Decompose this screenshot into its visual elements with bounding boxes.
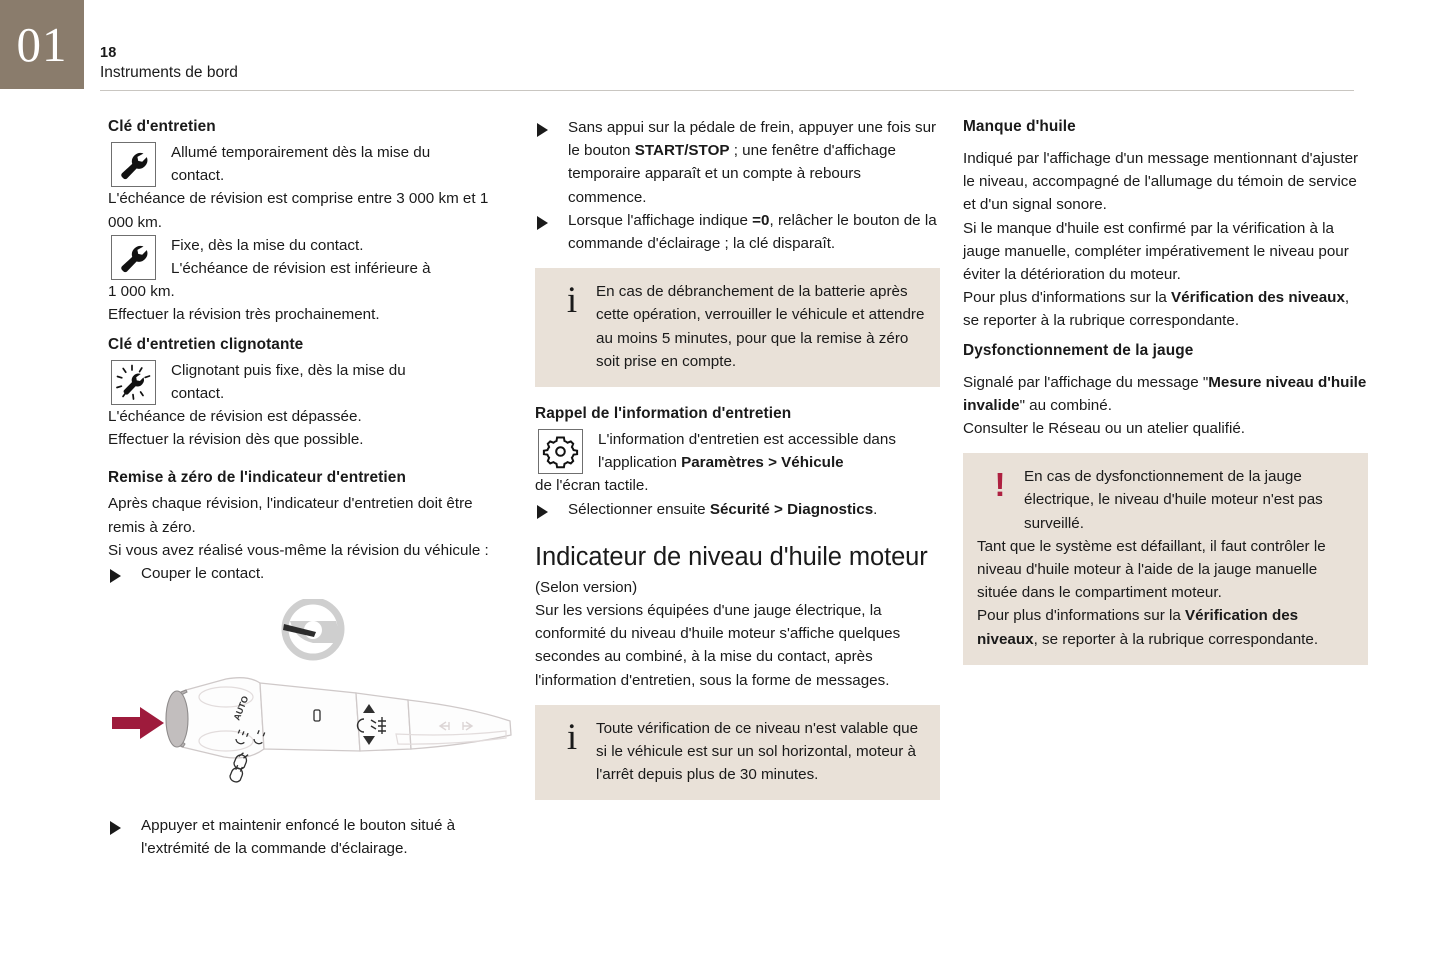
- header-divider: [100, 90, 1354, 91]
- heading-cle-entretien: Clé d'entretien: [108, 118, 216, 135]
- wrench-fixed-text-line1: Fixe, dès la mise du contact.: [171, 236, 364, 254]
- wrench-steady-row: [108, 141, 513, 187]
- heading-rappel-information: Rappel de l'information d'entretien: [535, 405, 792, 423]
- heading-manque-huile: Manque d'huile: [963, 118, 1076, 135]
- start-stop-label: START/STOP: [634, 142, 730, 160]
- pour-plus-part1: Pour plus d'informations sur la: [963, 289, 1172, 307]
- info-notice-battery: [535, 268, 940, 387]
- diagnostics-path-label: Sécurité > Diagnostics: [709, 500, 874, 518]
- bullet-appuyer-maintenir: [108, 814, 513, 860]
- pour-plus-part2: , se reporter à la rubrique correspondante.: [963, 289, 1350, 330]
- press-arrow-icon: [112, 707, 164, 739]
- info-icon: i: [566, 716, 578, 758]
- info-icon: i: [566, 280, 578, 322]
- lighting-stalk-illustration: [108, 599, 513, 814]
- warning-notice-text-3: [977, 604, 1354, 650]
- wrench-icon: [111, 235, 156, 280]
- page-number: 18: [100, 45, 117, 61]
- bullet-selectionner-ensuite: [535, 498, 940, 521]
- info-notice-verification: [535, 705, 940, 801]
- warning-notice-jauge: [963, 453, 1368, 665]
- paragraph-signale-par: [963, 371, 1368, 417]
- heading-remise-a-zero: Remise à zéro de l'indicateur d'entretien: [108, 469, 406, 487]
- bullet-sans-appui-part1: Sans appui sur la pédale de frein, appuyer une fois sur le bouton: [568, 119, 937, 160]
- verification-niveaux-label: Vérification des niveaux: [1171, 289, 1345, 307]
- triangle-bullet-icon: [110, 821, 121, 835]
- bullet-couper-contact-label: Couper le contact.: [141, 565, 265, 583]
- column-middle: [535, 116, 940, 800]
- bullet-selectionner-part1: Sélectionner ensuite: [568, 500, 710, 518]
- triangle-bullet-icon: [537, 123, 548, 137]
- page-header: [100, 44, 238, 83]
- paragraph-apres-revision: Après chaque révision, l'indicateur d'entretien doit être remis à zéro.: [108, 495, 473, 536]
- bullet-sans-appui-part2: ; une fenêtre d'affichage temporaire apparaît et un compte à rebours commence.: [568, 142, 896, 206]
- settings-gear-text: [598, 428, 940, 474]
- warning-notice-text-1: En cas de dysfonctionnement de la jauge électrique, le niveau d'huile moteur n'est pas surveillé.: [1024, 468, 1323, 532]
- triangle-bullet-icon: [110, 569, 121, 583]
- info-notice-verification-text: Toute vérification de ce niveau n'est valable que si le véhicule est sur un sol horizontal, moteur à l'arrêt depuis plus de 30 minutes.: [596, 719, 919, 784]
- paragraph-indique-par: Indiqué par l'affichage d'un message mentionnant d'ajuster le niveau, accompagné de l'allumage du témoin de service et d'un signal sonore.: [963, 150, 1359, 214]
- signale-part1: Signalé par l'affichage du message ": [963, 373, 1209, 391]
- info-notice-battery-text: En cas de débranchement de la batterie après cette opération, verrouiller le véhicule et attendre au moins 5 minutes, pour que la remise à zéro soit prise en compte.: [596, 283, 925, 370]
- paragraph-sur-les-versions: Sur les versions équipées d'une jauge électrique, la conformité du niveau d'huile moteur s'affiche quelques secondes au combiné, à la mise du contact, après l'information d'entretien, sous la forme de messages.: [535, 602, 901, 689]
- bullet-sans-appui: [535, 116, 940, 209]
- wrench-flashing-text-line1: Clignotant puis fixe, dès la mise du: [171, 361, 406, 379]
- settings-gear-row: [535, 428, 940, 474]
- paragraph-si-vous-avez: Si vous avez réalisé vous-même la révision du véhicule :: [108, 541, 489, 559]
- paragraph-effectuer-1: Effectuer la révision très prochainement.: [108, 306, 380, 324]
- wrench-flashing-row: [108, 359, 513, 405]
- settings-path-label: Paramètres > Véhicule: [681, 454, 844, 472]
- paragraph-consulter-reseau: Consulter le Réseau ou un atelier qualifié.: [963, 420, 1245, 438]
- flashing-wrench-icon: [111, 360, 156, 405]
- paragraph-si-le-manque: Si le manque d'huile est confirmé par la vérification à la jauge manuelle, compléter impérativement le niveau pour éviter la détérioration du moteur.: [963, 219, 1349, 284]
- steering-wheel-graphic: [283, 601, 341, 657]
- wrench-fixed-row: [108, 234, 513, 280]
- wrench-flashing-text-line2: contact.: [171, 384, 225, 402]
- section-title: Instruments de bord: [100, 64, 238, 81]
- paragraph-ecran-tactile: de l'écran tactile.: [535, 477, 649, 495]
- heading-cle-clignotante: Clé d'entretien clignotante: [108, 335, 304, 353]
- heading-indicateur-niveau-huile: Indicateur de niveau d'huile moteur: [535, 542, 928, 571]
- wrench-icon: [111, 142, 156, 187]
- triangle-bullet-icon: [537, 216, 548, 230]
- bullet-lorsque-affichage: [535, 209, 940, 255]
- bullet-appuyer-maintenir-label: Appuyer et maintenir enfoncé le bouton situé à l'extrémité de la commande d'éclairage.: [141, 817, 456, 858]
- wrench-fixed-text-line2: L'échéance de révision est inférieure à: [171, 260, 431, 278]
- bullet-lorsque-part1: Lorsque l'affichage indique: [568, 211, 753, 229]
- warning-pour-plus-part1: Pour plus d'informations sur la: [977, 607, 1186, 625]
- stalk-graphic: [168, 678, 511, 758]
- stalk-end-button: [166, 691, 188, 747]
- wrench-steady-text-line1: Allumé temporairement dès la mise du: [171, 144, 431, 161]
- gear-icon: [538, 429, 583, 474]
- paragraph-echeance-2: 1 000 km.: [108, 283, 175, 301]
- bullet-lorsque-part2: , relâcher le bouton de la commande d'éclairage ; la clé disparaît.: [568, 211, 937, 253]
- warning-notice-text-2: Tant que le système est défaillant, il faut contrôler le niveau d'huile moteur à l'aide de la jauge manuelle située dans le compartiment moteur.: [977, 537, 1326, 602]
- column-left: [108, 116, 513, 861]
- paragraph-effectuer-2: Effectuer la révision dès que possible.: [108, 431, 364, 449]
- signale-part2: " au combiné.: [1019, 396, 1112, 414]
- warning-icon: !: [994, 466, 1006, 504]
- paragraph-selon-version: (Selon version): [535, 578, 638, 596]
- warning-pour-plus-part2: , se reporter à la rubrique correspondante.: [1033, 630, 1319, 648]
- wrench-steady-text-line2: contact.: [171, 167, 225, 185]
- heading-dysfonctionnement-jauge: Dysfonctionnement de la jauge: [963, 341, 1194, 359]
- paragraph-pour-plus-infos: [963, 286, 1368, 332]
- settings-gear-text-part1: L'information d'entretien est accessible dans l'application: [598, 431, 896, 472]
- chapter-number-badge: 01: [0, 0, 84, 89]
- column-right: [963, 116, 1368, 665]
- bullet-selectionner-part2: .: [873, 500, 878, 518]
- verification-niveaux-label: Vérification des niveaux: [977, 607, 1299, 648]
- bullet-couper-contact: [108, 562, 513, 585]
- paragraph-echeance-1: L'échéance de révision est comprise entre 3 000 km et 1 000 km.: [108, 190, 489, 231]
- stalk-label-auto: AUTO: [231, 694, 251, 722]
- equals-zero-label: =0: [752, 211, 770, 229]
- paragraph-depassee: L'échéance de révision est dépassée.: [108, 408, 362, 426]
- triangle-bullet-icon: [537, 505, 548, 519]
- mesure-niveau-invalide-label: Mesure niveau d'huile invalide: [963, 373, 1367, 414]
